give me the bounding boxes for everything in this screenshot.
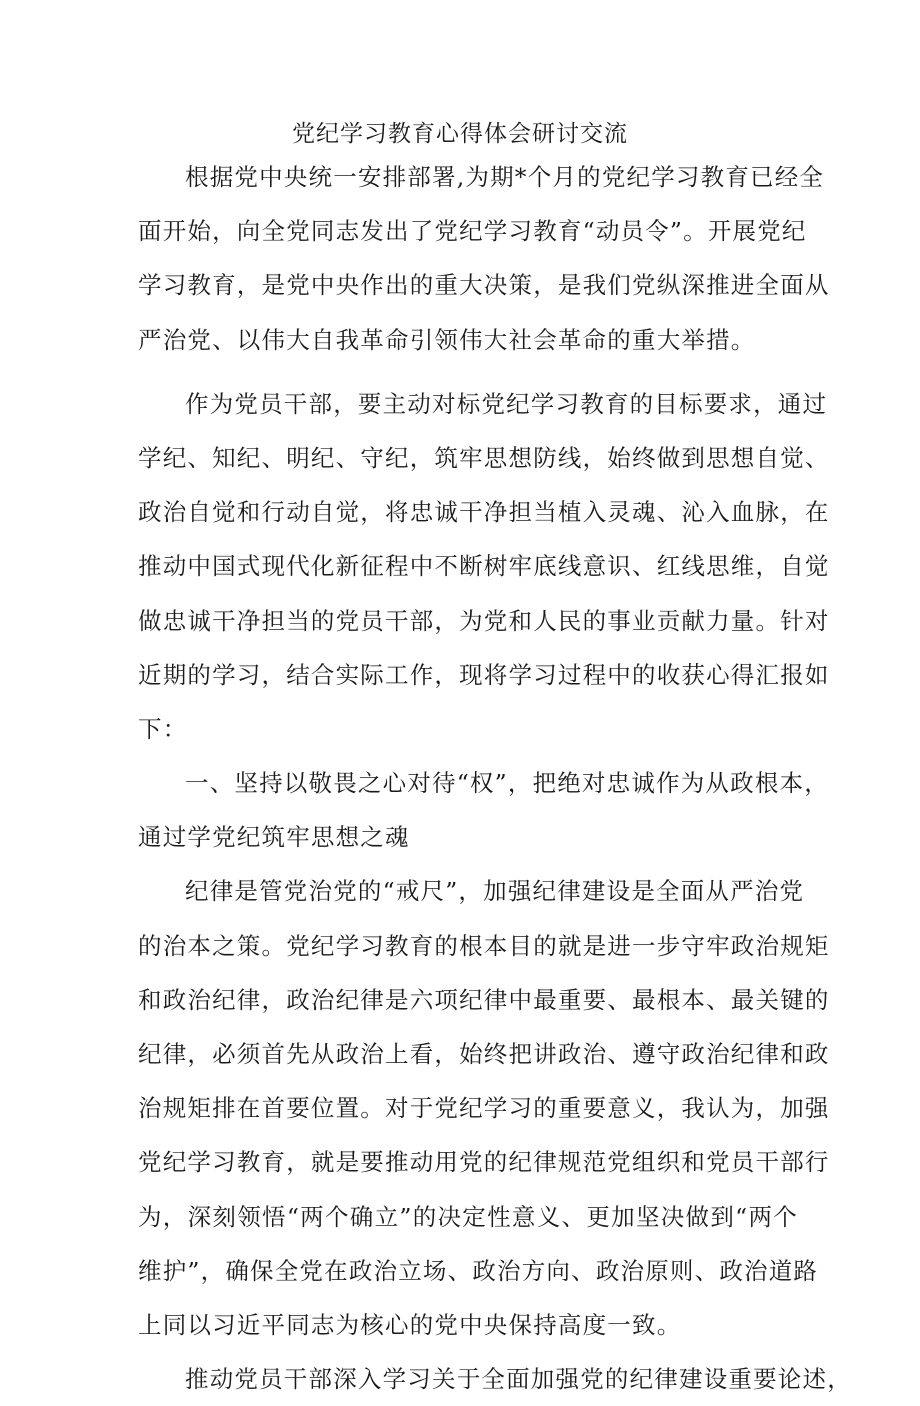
body-line: 政治自觉和行动自觉，将忠诚干净担当植入灵魂、沁入血脉，在 — [138, 498, 830, 527]
body-line: 为，深刻领悟“两个确立”的决定性意义、更加坚决做到“两个 — [138, 1202, 798, 1231]
document-title: 党纪学习教育心得体会研讨交流 — [292, 121, 628, 147]
body-line: 党纪学习教育，就是要推动用党的纪律规范党组织和党员干部行 — [138, 1148, 830, 1177]
body-line: 纪律是管党治党的“戒尺”，加强纪律建设是全面从严治党 — [185, 877, 805, 906]
body-line: 根据党中央统一安排部署,为期*个月的党纪学习教育已经全 — [185, 163, 825, 191]
body-line: 治规矩排在首要位置。对于党纪学习的重要意义，我认为，加强 — [138, 1094, 830, 1123]
body-line: 下： — [138, 714, 188, 743]
document-body — [138, 150, 852, 1406]
body-line: 的治本之策。党纪学习教育的根本目的就是进一步守牢政治规矩 — [138, 931, 830, 960]
body-line: 学习教育，是党中央作出的重大决策，是我们党纵深推进全面从 — [138, 271, 830, 300]
body-line: 近期的学习，结合实际工作，现将学习过程中的收获心得汇报如 — [138, 660, 830, 689]
body-line: 纪律，必须首先从政治上看，始终把讲政治、遵守政治纪律和政 — [138, 1040, 830, 1068]
body-line: 推动中国式现代化新征程中不断树牢底线意识、红线思维，自觉 — [138, 552, 830, 581]
body-line: 学纪、知纪、明纪、守纪，筑牢思想防线，始终做到思想自觉、 — [138, 443, 830, 472]
body-line: 做忠诚干净担当的党员干部，为党和人民的事业贡献力量。针对 — [138, 606, 830, 635]
body-line: 严治党、以伟大自我革命引领伟大社会革命的重大举措。 — [138, 325, 756, 354]
body-line: 面开始，向全党同志发出了党纪学习教育“动员令”。开展党纪 — [138, 217, 807, 246]
body-line: 维护”，确保全党在政治立场、政治方向、政治原则、政治道路 — [138, 1256, 819, 1285]
body-line: 作为党员干部，要主动对标党纪学习教育的目标要求，通过 — [185, 389, 828, 418]
body-line: 推动党员干部深入学习关于全面加强党的纪律建设重要论述， — [185, 1365, 852, 1394]
body-line: 和政治纪律，政治纪律是六项纪律中最重要、最根本、最关键的 — [138, 985, 830, 1014]
paragraph-gap — [138, 367, 798, 377]
body-line: 上同以习近平同志为核心的党中央保持高度一致。 — [138, 1310, 682, 1339]
section-heading-line: 一、坚持以敬畏之心对待“权”，把绝对忠诚作为从政根本， — [185, 769, 829, 798]
section-heading-line: 通过学党纪筑牢思想之魂 — [138, 823, 410, 852]
